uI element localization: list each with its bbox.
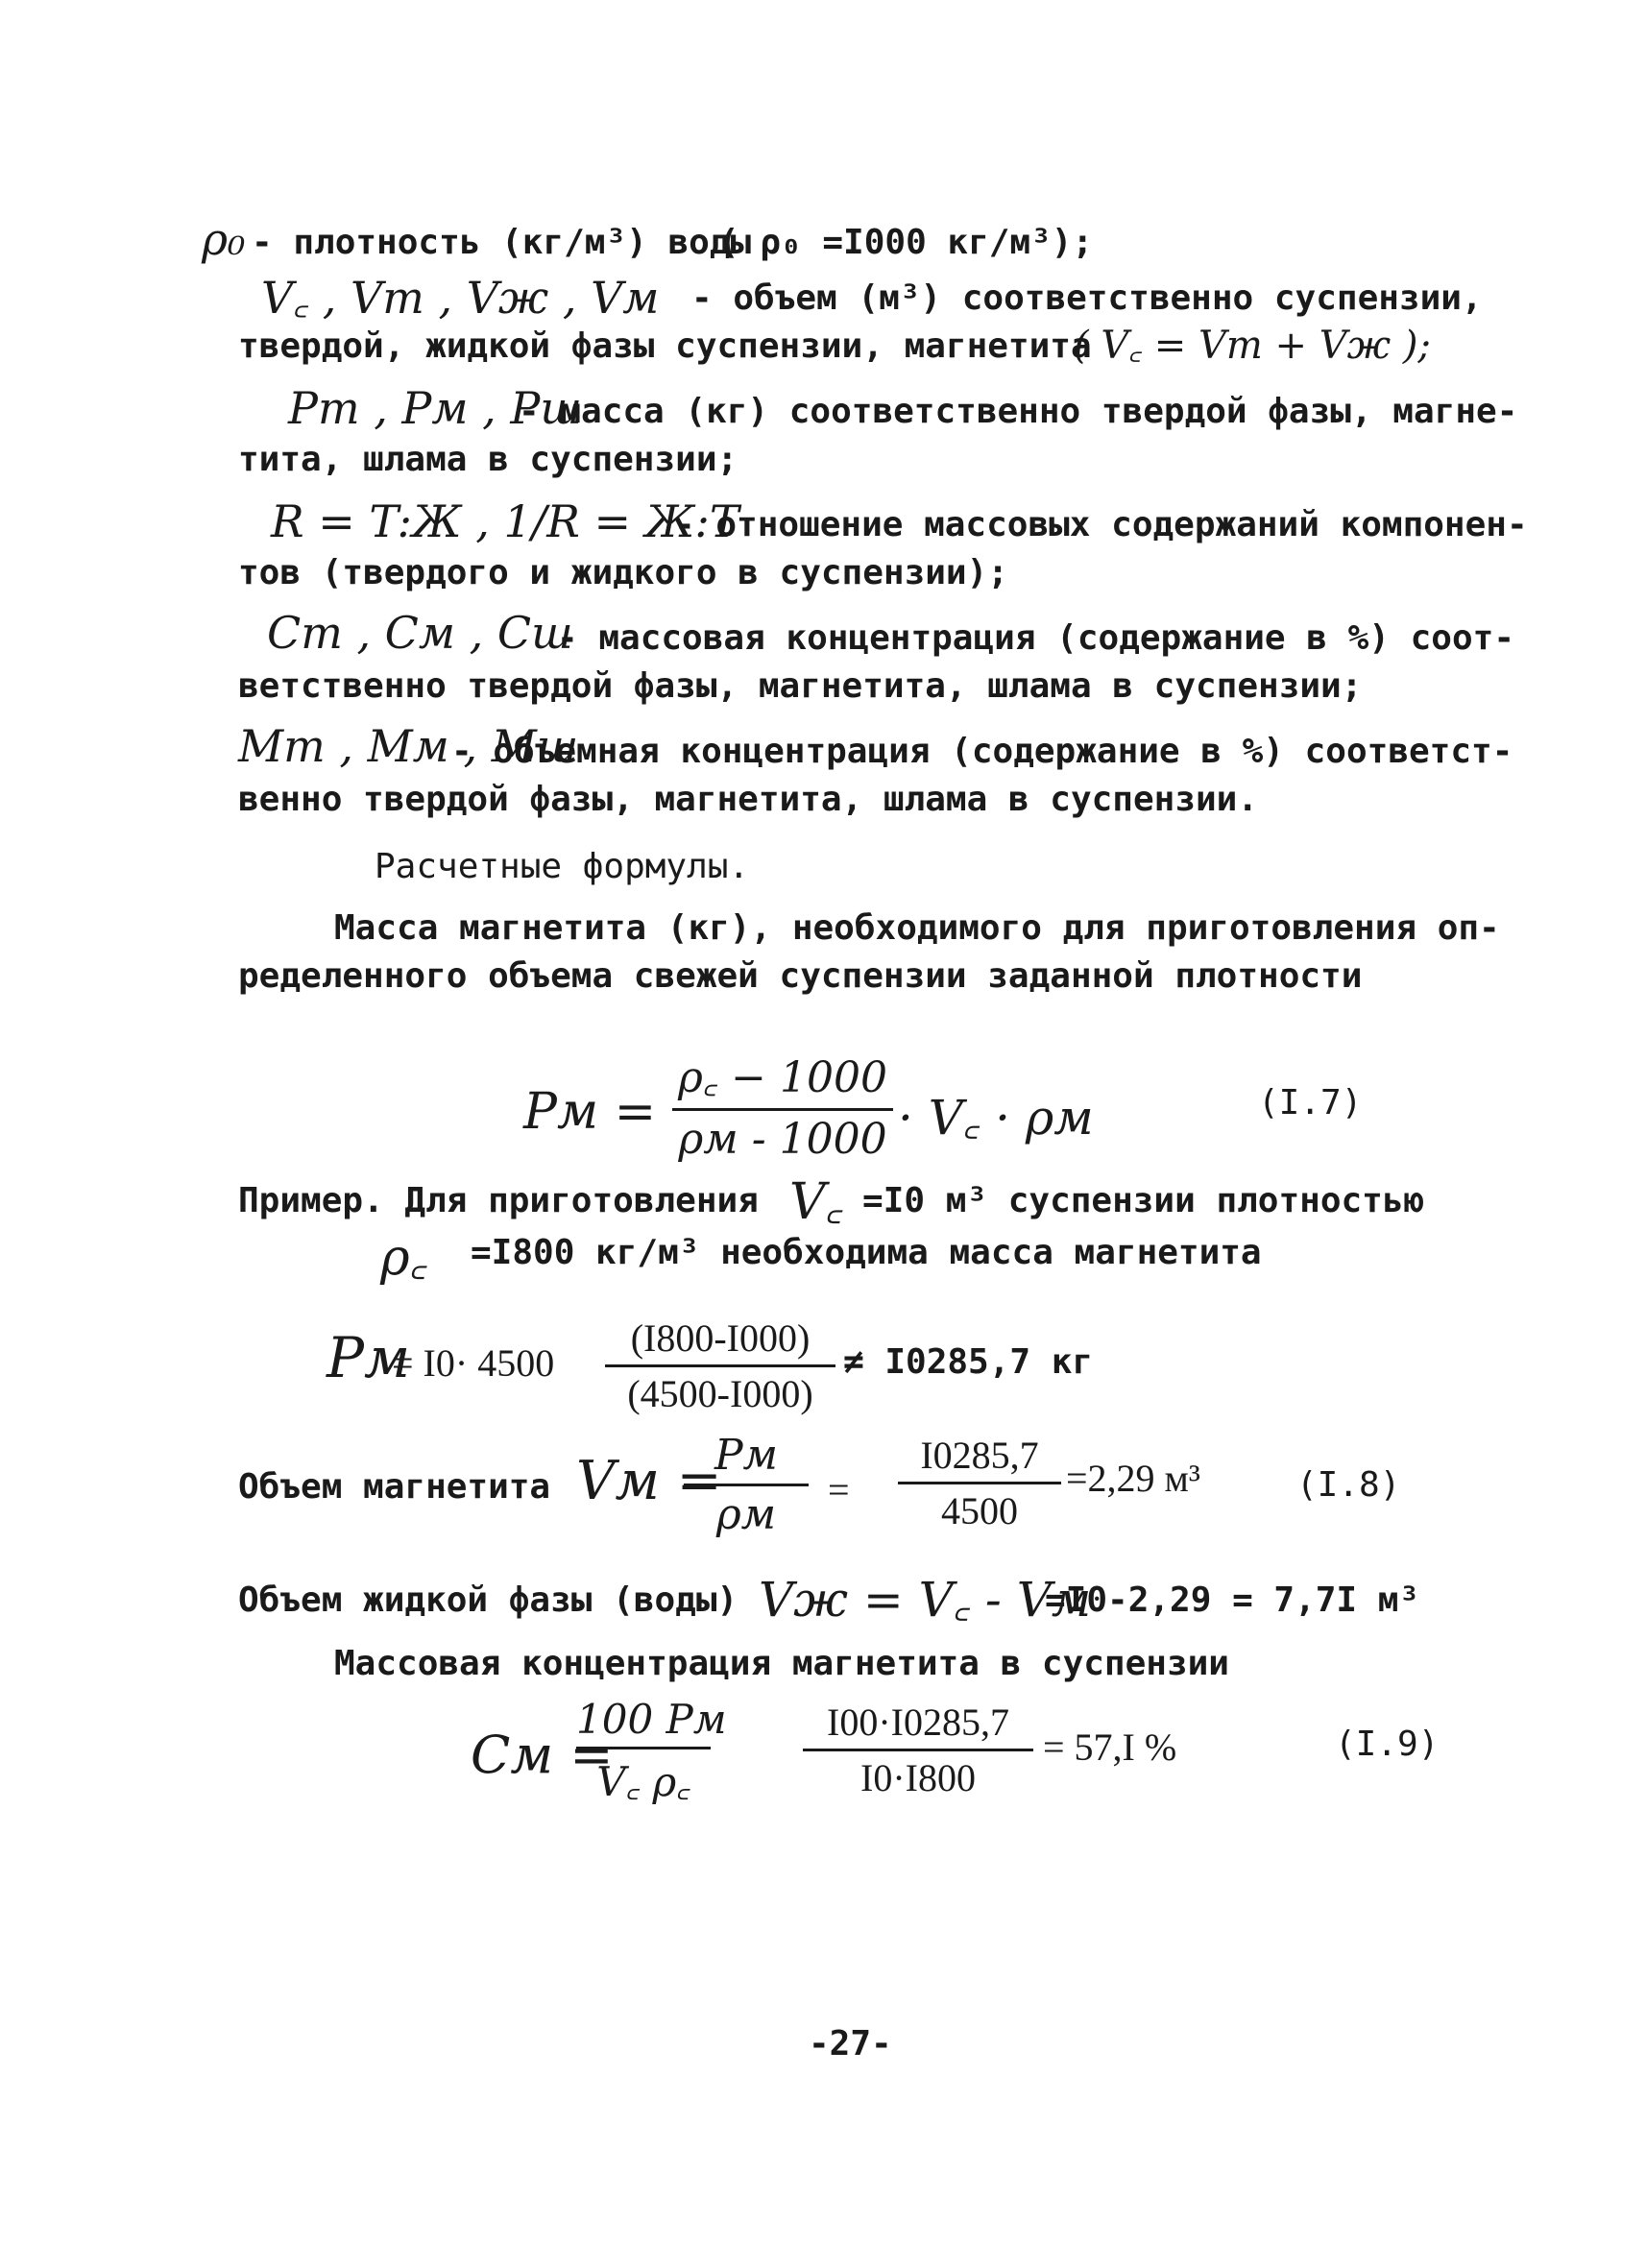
formula-1-8-den-value: 4500 xyxy=(941,1489,1018,1532)
formula-1-7-label: (I.7) xyxy=(1258,1083,1363,1122)
formula-1-8-lhs: Vм = xyxy=(576,1450,722,1512)
calc-pm-lhs: Pм xyxy=(327,1325,411,1390)
formula-1-7-denominator: ρм - 1000 xyxy=(678,1115,887,1164)
mass-concentration-symbols: Cт , Cм , Cш xyxy=(267,607,573,659)
volume-symbols: V꜀ , Vт , Vж , Vм xyxy=(261,272,660,324)
formula-1-8-value-fraction xyxy=(898,1433,1061,1533)
magnetite-volume-label: Объем магнетита xyxy=(238,1467,551,1507)
fraction-bar xyxy=(898,1482,1061,1484)
formula-1-9-den-value: I0·I800 xyxy=(860,1756,976,1799)
liquid-volume-label: Объем жидкой фазы (воды) xyxy=(238,1580,738,1620)
mass-definition-line2: тита, шлама в суспензии; xyxy=(238,440,738,479)
calc-pm-denominator: (4500-I000) xyxy=(627,1372,813,1415)
page-number: -27- xyxy=(809,2024,892,2063)
rho-o-text: - плотность (кг/м³) воды xyxy=(252,223,752,262)
ratio-symbols: R = T:Ж , 1/R = Ж:T xyxy=(271,495,739,547)
formula-1-8-num-value: I0285,7 xyxy=(920,1434,1039,1477)
formula-1-8-eq: = xyxy=(828,1468,850,1511)
fraction-bar xyxy=(684,1484,809,1486)
formula-1-7-fraction xyxy=(672,1047,893,1164)
ratio-definition-line2: тов (твердого и жидкого в суспензии); xyxy=(238,553,1008,592)
formula-1-9-label: (I.9) xyxy=(1335,1725,1440,1764)
calc-pm-result: ≠ I0285,7 кг xyxy=(843,1342,1094,1382)
example-line1-prefix: Пример. Для приготовления xyxy=(238,1181,759,1220)
volume-definition-line1: - объем (м³) соответственно суспензии, xyxy=(691,278,1483,318)
fraction-bar xyxy=(605,1364,835,1367)
volume-sum-formula: ( V꜀ = Vт + Vж ); xyxy=(1074,324,1431,368)
volume-definition-line2: твердой, жидкой фазы суспензии, магнетита xyxy=(238,326,1092,366)
mass-definition-line1: - масса (кг) соответственно твердой фазы, магне- xyxy=(519,392,1518,431)
volume-concentration-line1: - объемная концентрация (содержание в %) соответст- xyxy=(451,732,1513,771)
volume-concentration-symbols: Mт , Mм , Mш xyxy=(238,720,579,772)
formula-1-9-lhs: Cм = xyxy=(471,1725,614,1785)
rho-o-value: ( ρ₀ =I000 кг/м³); xyxy=(718,223,1094,262)
calc-pm-fraction xyxy=(605,1315,835,1416)
intro-line2: ределенного объема свежей суспензии заданной плотности xyxy=(238,956,1363,996)
section-heading: Расчетные формулы. xyxy=(375,847,750,886)
fraction-bar xyxy=(803,1749,1033,1751)
formula-1-9-numerator: 100 Pм xyxy=(576,1696,727,1743)
formula-1-8-denominator: ρм xyxy=(715,1490,777,1539)
example-line1-suffix: =I0 м³ суспензии плотностью xyxy=(862,1181,1425,1220)
formula-1-7-tail: · V꜀ · ρм xyxy=(898,1090,1094,1146)
formula-1-8-fraction xyxy=(684,1431,809,1539)
formula-1-8-numerator: Pм xyxy=(714,1431,779,1480)
formula-1-9-num-value: I00·I0285,7 xyxy=(827,1701,1009,1744)
example-line2-suffix: =I800 кг/м³ необходима масса магнетита xyxy=(471,1233,1262,1272)
mass-concentration-line2: ветственно твердой фазы, магнетита, шлама в суспензии; xyxy=(238,666,1363,706)
formula-1-9-value-fraction xyxy=(803,1700,1033,1800)
fraction-bar xyxy=(672,1108,893,1111)
formula-1-7-lhs: Pм = xyxy=(523,1083,657,1141)
fraction-bar xyxy=(576,1747,711,1749)
formula-1-9-fraction xyxy=(576,1696,727,1808)
calc-pm-eq: = I0· 4500 xyxy=(392,1341,555,1385)
formula-1-8-result: =2,29 м³ xyxy=(1066,1457,1200,1500)
mass-concentration-line1: - массовая концентрация (содержание в %) соот- xyxy=(557,618,1514,658)
intro-line1: Масса магнетита (кг), необходимого для приготовления оп- xyxy=(334,908,1500,948)
calc-pm-numerator: (I800-I000) xyxy=(630,1316,811,1360)
formula-1-9-result: = 57,I % xyxy=(1043,1725,1177,1769)
ratio-definition-line1: - отношение массовых содержаний компонен- xyxy=(674,505,1528,544)
example-vc-symbol: V꜀ xyxy=(789,1173,843,1231)
formula-1-9-denominator: V꜀ ρ꜀ xyxy=(596,1758,690,1805)
formula-1-8-label: (I.8) xyxy=(1296,1465,1401,1505)
formula-1-7-numerator: ρ꜀ − 1000 xyxy=(678,1053,887,1102)
mass-concentration-heading: Массовая концентрация магнетита в суспензии xyxy=(334,1644,1229,1683)
example-rho-c-symbol: ρ꜀ xyxy=(380,1229,427,1287)
volume-concentration-line2: венно твердой фазы, магнетита, шлама в суспензии. xyxy=(238,780,1259,819)
liquid-volume-formula: Vж = V꜀ - Vм xyxy=(759,1572,1092,1628)
liquid-volume-result: =I0-2,29 = 7,7I м³ xyxy=(1045,1580,1420,1620)
mass-symbols: Pт , Pм , Pш xyxy=(288,382,582,434)
rho-o-symbol: ρ₀ xyxy=(202,213,246,265)
